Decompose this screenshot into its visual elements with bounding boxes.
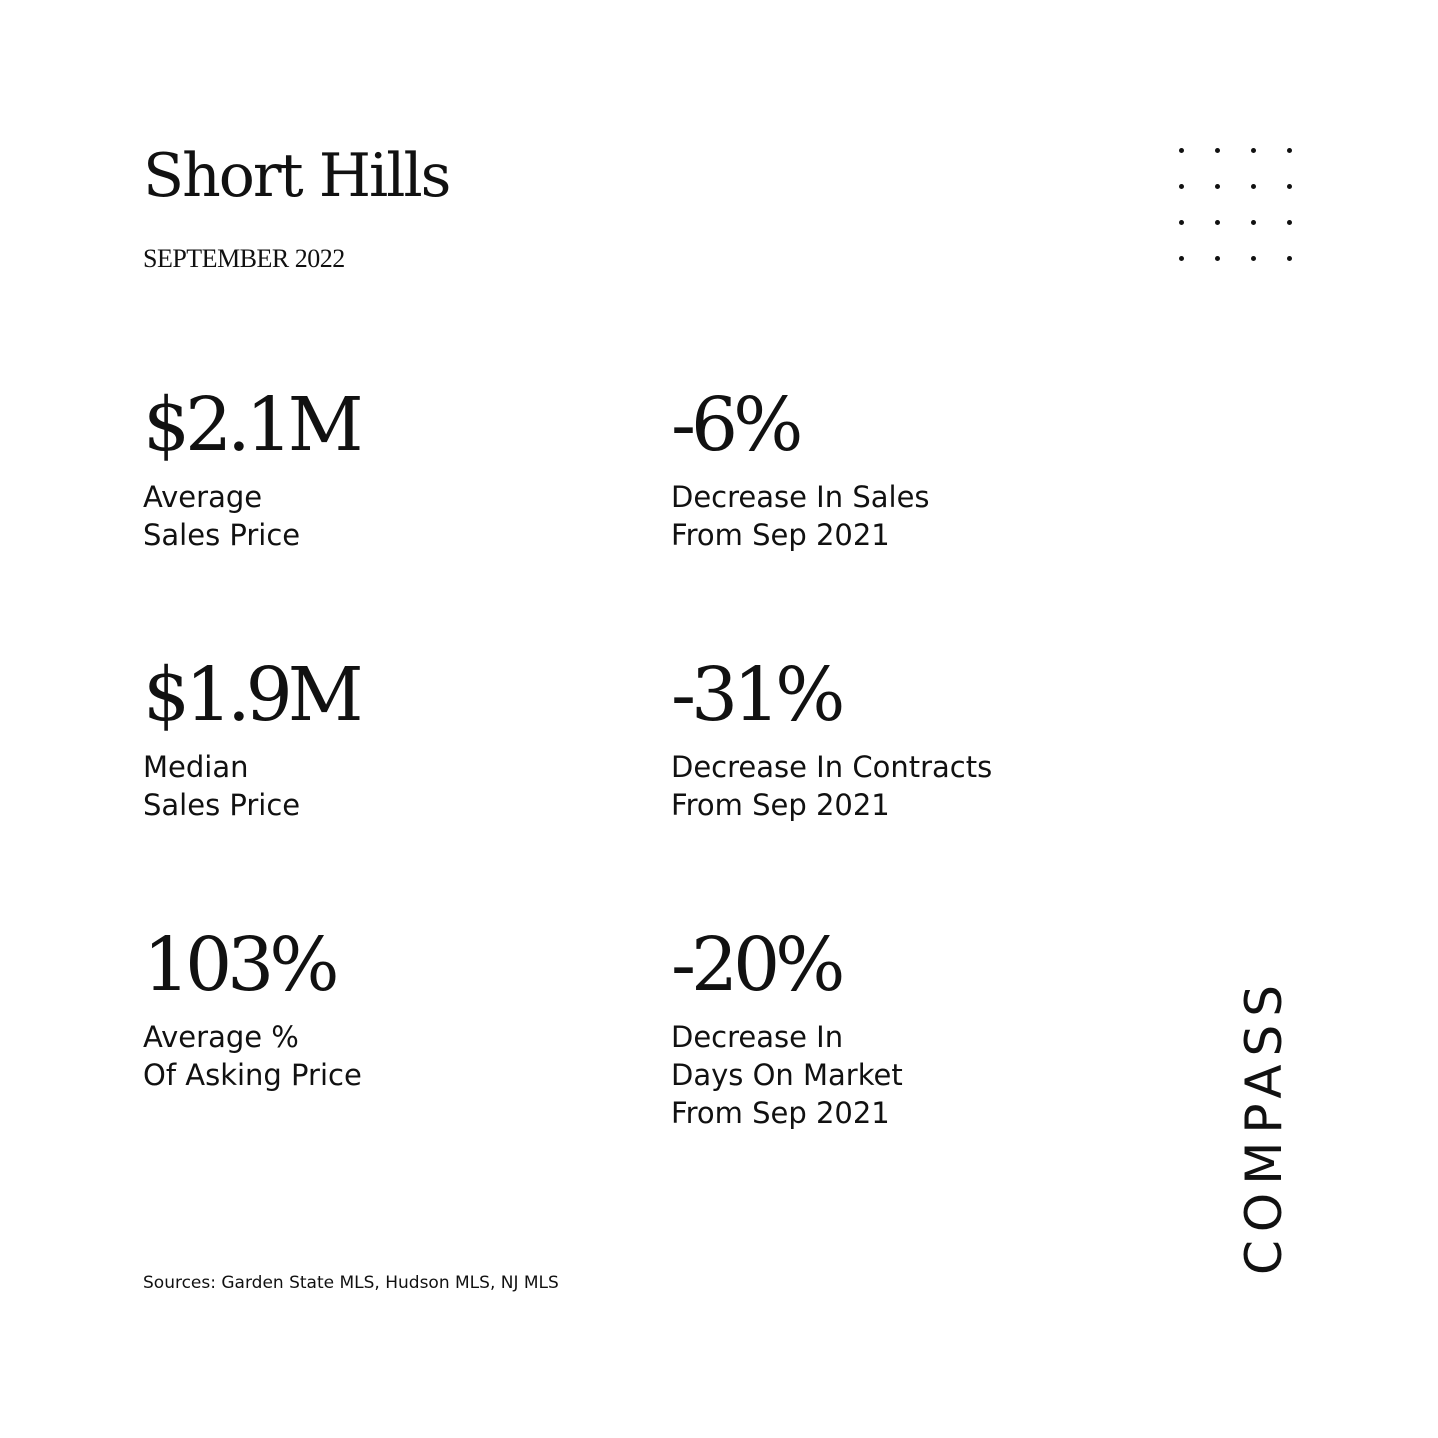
stat-label (671, 1018, 1131, 1132)
dot (1179, 148, 1184, 153)
stat-label-line: From Sep 2021 (671, 518, 890, 552)
compass-logo: COMPASS (1235, 976, 1293, 1276)
stat-label-line: Decrease In Sales (671, 480, 930, 514)
stat-average-sales-price (143, 382, 603, 554)
stat-value: -6% (671, 382, 799, 468)
dot (1215, 220, 1220, 225)
stat-contracts-change (671, 652, 1131, 824)
stat-value: 103% (143, 922, 335, 1008)
dot (1179, 256, 1184, 261)
dot-grid-icon (1176, 145, 1296, 265)
stat-label-line: Sales Price (143, 518, 301, 552)
dot (1287, 148, 1292, 153)
stat-label (143, 748, 603, 824)
stat-value: -20% (671, 922, 841, 1008)
stat-label-line: Median (143, 750, 249, 784)
dot (1251, 148, 1256, 153)
page-title: Short Hills (143, 141, 450, 211)
dot (1287, 184, 1292, 189)
report-date: SEPTEMBER 2022 (143, 244, 345, 273)
dot (1215, 148, 1220, 153)
stat-label (143, 478, 603, 554)
dot (1287, 256, 1292, 261)
stat-value: $2.1M (143, 382, 359, 468)
stat-label-line: Sales Price (143, 788, 301, 822)
stat-sales-change (671, 382, 1131, 554)
stat-value: $1.9M (143, 652, 359, 738)
dot (1251, 184, 1256, 189)
stat-days-on-market-change (671, 922, 1131, 1132)
stat-percent-of-asking (143, 922, 603, 1094)
stat-median-sales-price (143, 652, 603, 824)
stat-label-line: Average % (143, 1020, 299, 1054)
stat-label (143, 1018, 603, 1094)
stat-label-line: From Sep 2021 (671, 788, 890, 822)
stat-label-line: Of Asking Price (143, 1058, 362, 1092)
dot (1287, 220, 1292, 225)
dot (1251, 256, 1256, 261)
dot (1215, 184, 1220, 189)
sources-note: Sources: Garden State MLS, Hudson MLS, NJ MLS (143, 1273, 559, 1293)
dot (1179, 220, 1184, 225)
stat-label-line: Days On Market (671, 1058, 903, 1092)
dot (1251, 220, 1256, 225)
stat-label (671, 478, 1131, 554)
stat-value: -31% (671, 652, 841, 738)
stat-label-line: Decrease In (671, 1020, 844, 1054)
stat-label-line: From Sep 2021 (671, 1096, 890, 1130)
stat-label-line: Average (143, 480, 263, 514)
stat-label (671, 748, 1131, 824)
dot (1179, 184, 1184, 189)
dot (1215, 256, 1220, 261)
stat-label-line: Decrease In Contracts (671, 750, 993, 784)
